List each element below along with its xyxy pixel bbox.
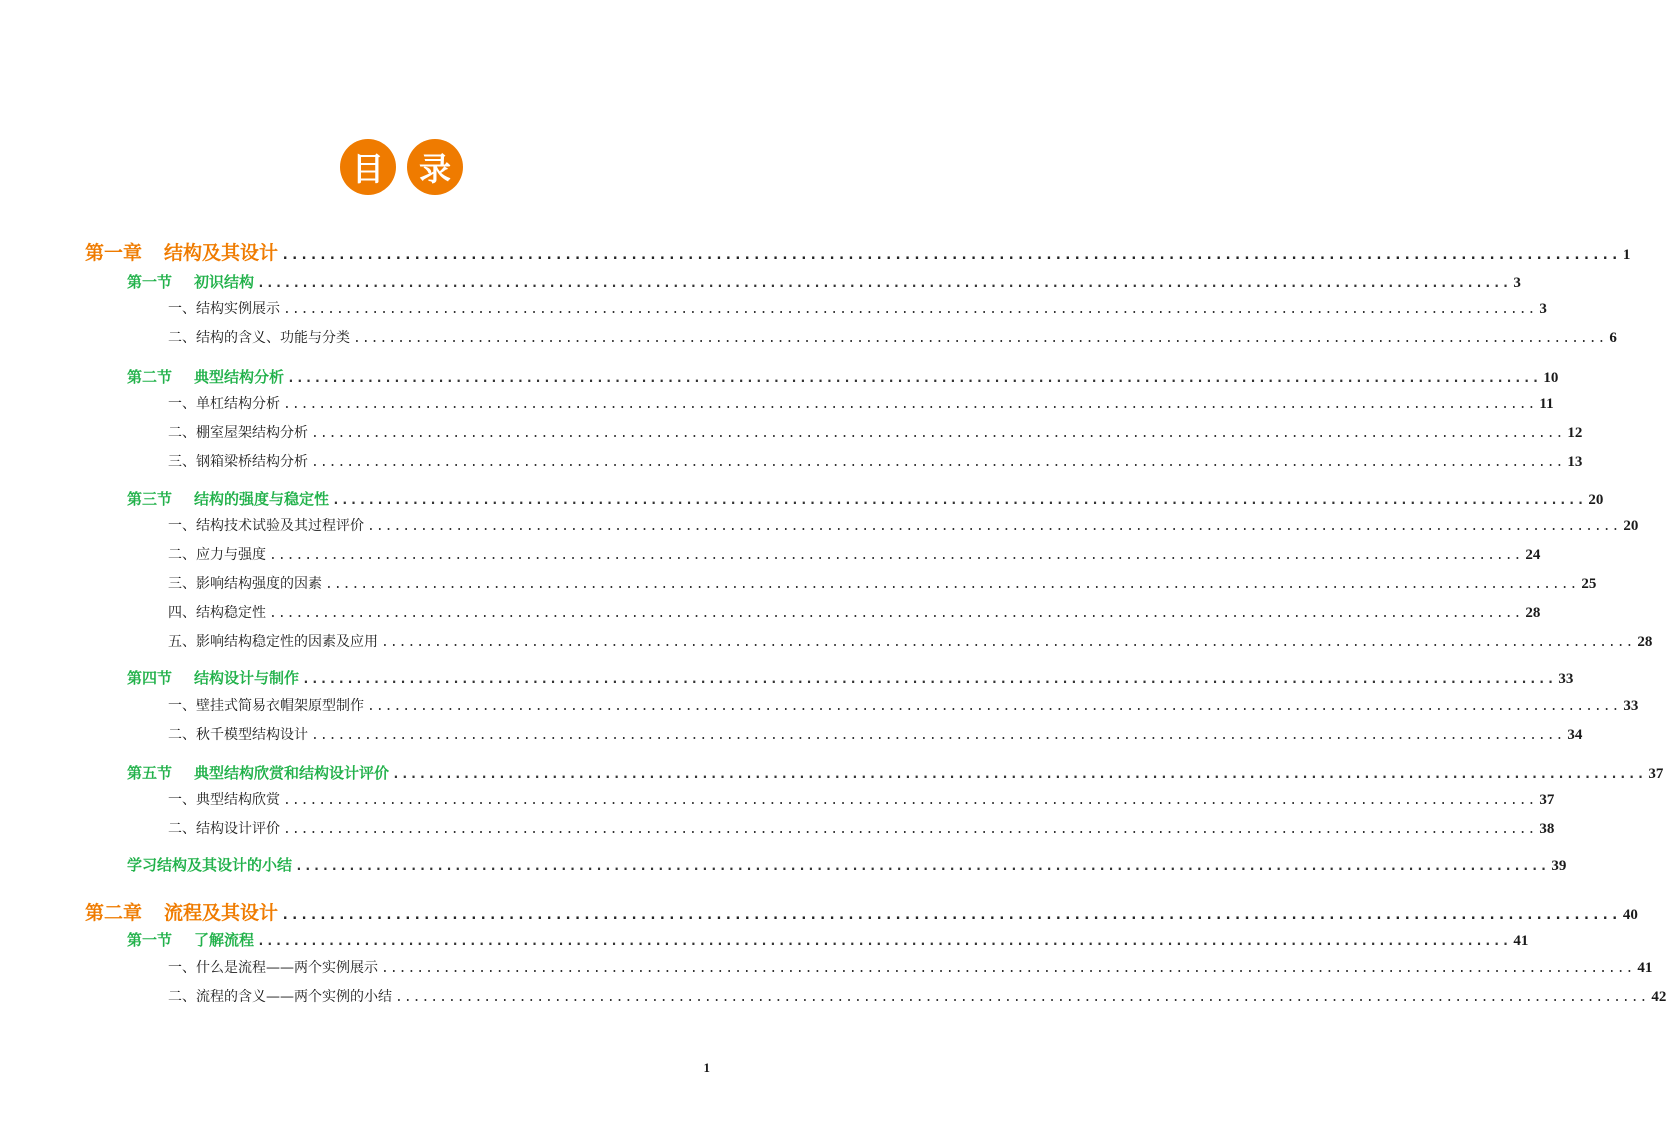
toc-item-entry[interactable] <box>168 327 1617 347</box>
page-ref: 41 <box>1513 933 1529 949</box>
page-ref: 33 <box>1558 671 1574 687</box>
item-title: 三、影响结构强度的因素 <box>168 576 322 592</box>
toc-section-entry[interactable] <box>127 929 1529 950</box>
toc-item-entry[interactable] <box>168 986 1666 1006</box>
toc-section-entry[interactable] <box>127 488 1604 509</box>
toc-title <box>0 139 800 199</box>
toc-item-entry[interactable] <box>168 695 1639 715</box>
item-title: 二、结构设计评价 <box>168 821 280 837</box>
section-number: 第三节 <box>127 490 173 508</box>
chapter-title: 流程及其设计 <box>164 902 279 924</box>
item-title: 一、结构实例展示 <box>168 301 280 317</box>
toc-summary-entry[interactable] <box>127 854 1567 875</box>
item-title: 五、影响结构稳定性的因素及应用 <box>168 634 378 650</box>
leader-dots: .............................................................................................................................................. <box>257 934 1511 949</box>
page-ref: 24 <box>1525 547 1541 563</box>
toc-item-entry[interactable] <box>168 631 1653 651</box>
page-ref: 3 <box>1513 275 1521 291</box>
toc-section-entry[interactable] <box>127 366 1559 387</box>
section-title: 结构的强度与稳定性 <box>194 490 330 508</box>
item-title: 二、流程的含义——两个实例的小结 <box>168 989 392 1005</box>
toc-item-entry[interactable] <box>168 544 1541 564</box>
title-char-lu: 录 <box>407 139 463 195</box>
section-number: 第五节 <box>127 764 173 782</box>
item-title: 四、结构稳定性 <box>168 605 266 621</box>
chapter-title: 结构及其设计 <box>164 242 279 264</box>
toc-section-entry[interactable] <box>127 762 1664 783</box>
section-title: 初识结构 <box>194 273 255 291</box>
item-title: 三、钢箱梁桥结构分析 <box>168 454 308 470</box>
leader-dots: .............................................................................................................................................. <box>311 426 1565 441</box>
leader-dots: .............................................................................................................................................. <box>367 699 1621 714</box>
item-title: 一、壁挂式简易衣帽架原型制作 <box>168 698 364 714</box>
page-ref: 1 <box>1622 247 1631 263</box>
leader-dots: .............................................................................................................................................. <box>269 606 1523 621</box>
section-title: 学习结构及其设计的小结 <box>127 856 293 874</box>
section-title: 结构设计与制作 <box>194 669 300 687</box>
leader-dots: .............................................................................................................................................. <box>395 990 1649 1005</box>
leader-dots: .............................................................................................................................................. <box>283 302 1537 317</box>
leader-dots: .............................................................................................................................................. <box>353 331 1607 346</box>
leader-dots: .............................................................................................................................................. <box>295 859 1549 874</box>
page-ref: 11 <box>1539 396 1554 412</box>
section-title: 了解流程 <box>194 931 255 949</box>
page-ref: 42 <box>1651 989 1666 1005</box>
item-title: 一、什么是流程——两个实例展示 <box>168 960 378 976</box>
item-title: 二、应力与强度 <box>168 547 266 563</box>
page-ref: 39 <box>1551 858 1567 874</box>
section-number: 第一节 <box>127 273 173 291</box>
page-ref: 28 <box>1637 634 1653 650</box>
leader-dots: .............................................................................................................................................. <box>281 907 1620 923</box>
page-ref: 20 <box>1623 518 1639 534</box>
toc-section-entry[interactable] <box>127 271 1521 292</box>
leader-dots: .............................................................................................................................................. <box>287 371 1541 386</box>
leader-dots: .............................................................................................................................................. <box>381 961 1635 976</box>
toc-item-entry[interactable] <box>168 957 1653 977</box>
toc-item-entry[interactable] <box>168 789 1555 809</box>
leader-dots: .............................................................................................................................................. <box>311 455 1565 470</box>
toc-section-entry[interactable] <box>127 667 1574 688</box>
toc-item-entry[interactable] <box>168 602 1541 622</box>
page-ref: 6 <box>1609 330 1617 346</box>
leader-dots: .............................................................................................................................................. <box>325 577 1579 592</box>
item-title: 二、秋千模型结构设计 <box>168 727 308 743</box>
page-ref: 13 <box>1567 454 1583 470</box>
leader-dots: .............................................................................................................................................. <box>367 519 1621 534</box>
section-title: 典型结构欣赏和结构设计评价 <box>194 764 390 782</box>
toc-item-entry[interactable] <box>168 393 1554 413</box>
chapter-number: 第二章 <box>85 902 143 924</box>
page-ref: 38 <box>1539 821 1555 837</box>
page-ref: 37 <box>1648 766 1664 782</box>
page-ref: 25 <box>1581 576 1597 592</box>
page-ref: 10 <box>1543 370 1559 386</box>
page-ref: 34 <box>1567 727 1583 743</box>
section-number: 第二节 <box>127 368 173 386</box>
toc-item-entry[interactable] <box>168 422 1583 442</box>
leader-dots: .............................................................................................................................................. <box>392 767 1646 782</box>
chapter-number: 第一章 <box>85 242 143 264</box>
page-ref: 28 <box>1525 605 1541 621</box>
toc-item-entry[interactable] <box>168 451 1583 471</box>
section-number: 第四节 <box>127 669 173 687</box>
item-title: 一、单杠结构分析 <box>168 396 280 412</box>
toc-item-entry[interactable] <box>168 298 1547 318</box>
section-number: 第一节 <box>127 931 173 949</box>
page-number: 1 <box>703 1060 710 1075</box>
page-ref: 33 <box>1623 698 1639 714</box>
section-title: 典型结构分析 <box>194 368 285 386</box>
page-ref: 41 <box>1637 960 1653 976</box>
leader-dots: .............................................................................................................................................. <box>332 493 1586 508</box>
item-title: 一、典型结构欣赏 <box>168 792 280 808</box>
leader-dots: .............................................................................................................................................. <box>381 635 1635 650</box>
toc-chapter-entry[interactable] <box>85 238 1631 265</box>
leader-dots: .............................................................................................................................................. <box>269 548 1523 563</box>
leader-dots: .............................................................................................................................................. <box>281 247 1620 263</box>
toc-item-entry[interactable] <box>168 818 1555 838</box>
leader-dots: .............................................................................................................................................. <box>283 822 1537 837</box>
leader-dots: .............................................................................................................................................. <box>283 793 1537 808</box>
leader-dots: .............................................................................................................................................. <box>283 397 1537 412</box>
title-char-mu: 目 <box>340 139 396 195</box>
leader-dots: .............................................................................................................................................. <box>302 672 1556 687</box>
page-ref: 12 <box>1567 425 1583 441</box>
page-ref: 3 <box>1539 301 1547 317</box>
toc-chapter-entry[interactable] <box>85 898 1638 925</box>
item-title: 二、棚室屋架结构分析 <box>168 425 308 441</box>
toc-item-entry[interactable] <box>168 724 1583 744</box>
page-ref: 20 <box>1588 492 1604 508</box>
item-title: 一、结构技术试验及其过程评价 <box>168 518 364 534</box>
toc-item-entry[interactable] <box>168 573 1597 593</box>
item-title: 二、结构的含义、功能与分类 <box>168 330 350 346</box>
page-ref: 40 <box>1622 907 1638 923</box>
toc-item-entry[interactable] <box>168 515 1639 535</box>
leader-dots: .............................................................................................................................................. <box>257 276 1511 291</box>
page-ref: 37 <box>1539 792 1555 808</box>
leader-dots: .............................................................................................................................................. <box>311 728 1565 743</box>
